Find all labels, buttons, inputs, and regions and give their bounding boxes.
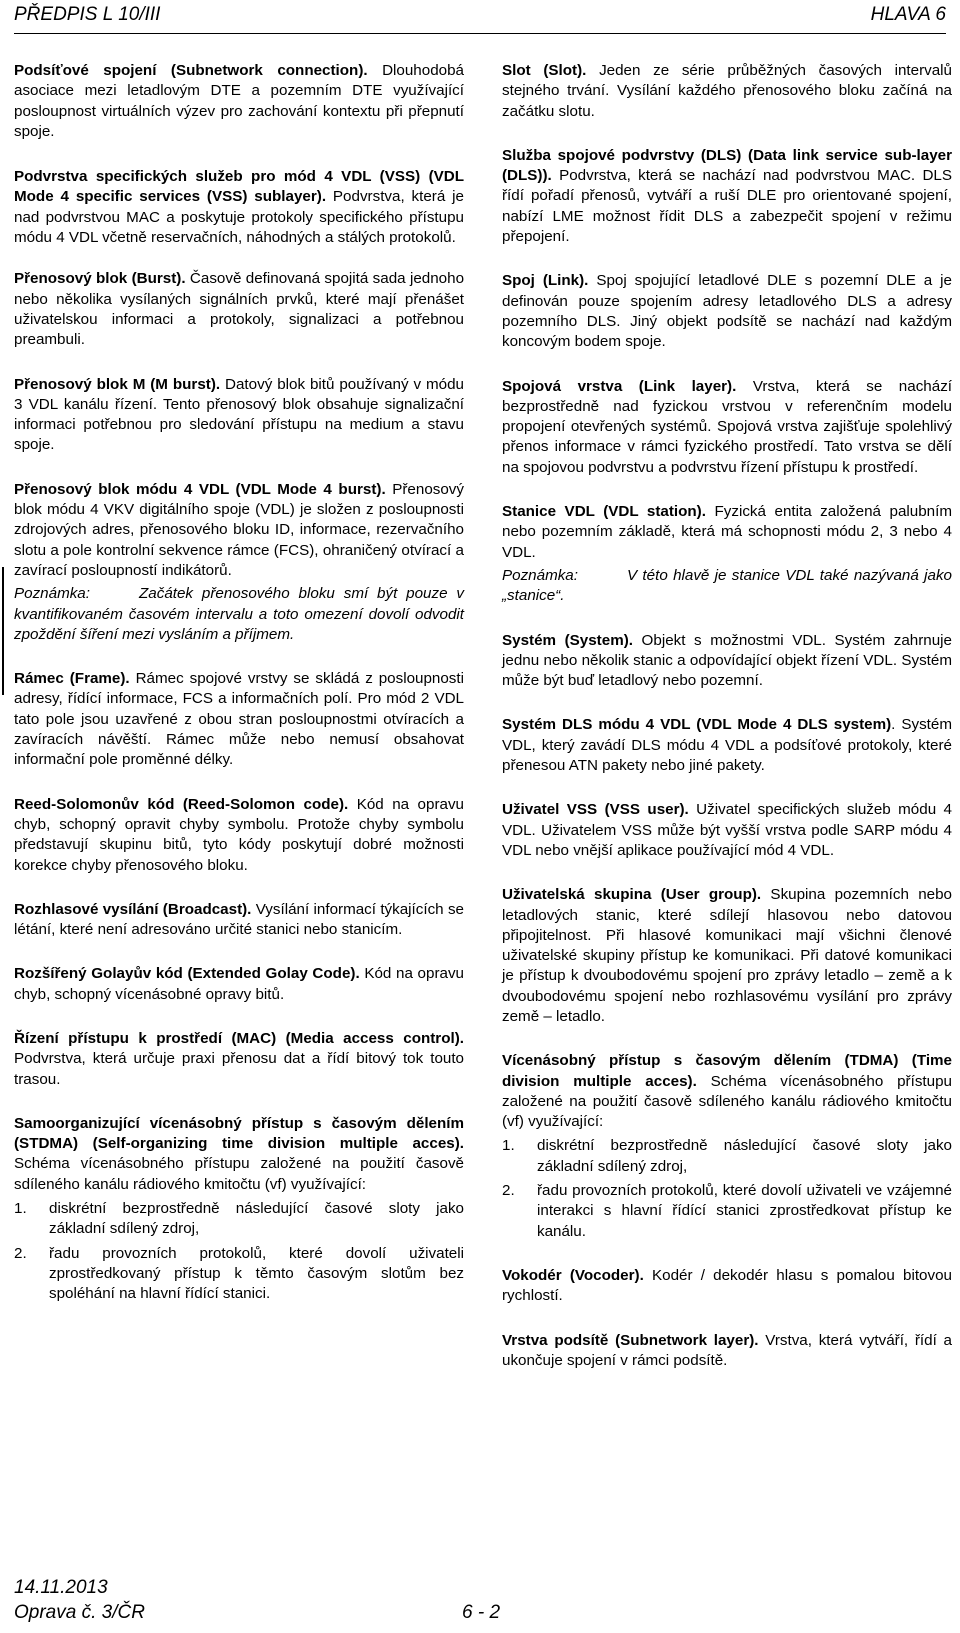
definition-term: Přenosový blok módu 4 VDL (VDL Mode 4 burst). [14, 480, 386, 498]
definition-term: Rozšířený Golayův kód (Extended Golay Code). [14, 965, 360, 983]
definition-term: Spojová vrstva (Link layer). [502, 377, 737, 395]
definition-term: Vokodér (Vocoder). [502, 1266, 644, 1284]
definition-term: Slot (Slot). [502, 62, 587, 79]
list-item-number: 2. [502, 1182, 515, 1200]
list-item [14, 1244, 464, 1305]
list-item [14, 1199, 464, 1240]
definition-text: Kodér / dekodér hlasu s pomalou bitovou rychlostí. [502, 1266, 952, 1305]
definition-text: Vrstva, která se nachází bezprostředně nad fyzickou vrstvou v referenčním modelu propojení otevřených systémů. Spojová vrstva zajišťuje spolehlivý přenos informace v rámci fyzického prostředí. Tato vrstva se dělí na spojovou podvrstvu a podvrstvu řízení přístupu k prostředí. [502, 377, 953, 476]
definition-text: Datový blok bitů používaný v módu 3 VDL kanálu řízení. Tento přenosový blok obsahuje signalizační informaci potřebnou pro sledování přístupu na medium a stavu spoje. [14, 375, 464, 454]
definition-text: Kód na opravu chyb, schopný opravit chyby symbolu. Protože chyby symbolu představují skupinu bitů, tyto kódy poskytují dobré možnosti korekce chyby přenosového bloku. [14, 795, 464, 874]
definition-term: Rámec (Frame). [14, 670, 130, 688]
list-item-text: diskrétní bezprostředně následující časové sloty jako základní sdílený zdroj, [49, 1200, 464, 1238]
definition-entry [14, 61, 464, 142]
definition-text: Schéma vícenásobného přístupu založené na použití časově sdíleného kanálu rádiového kmitočtu (vf) využívající: [502, 1072, 952, 1131]
definition-entry [14, 375, 464, 456]
definition-text: Skupina pozemních nebo letadlových stanic, které sdílejí hlasovou nebo datovou připojitelnost. Při hlasové komunikaci mají všichni členové uživatelské skupiny přístup ke komunikaci. Při datové komunikaci je přístup k dvoubodovému spojení pro zprávy letadlo – země a k dvoubodovému spojení nebo rozhlasovému vysílání pro zprávy země – letadlo. [502, 886, 952, 1025]
definition-text: Objekt s možnostmi VDL. Systém zahrnuje jednu nebo několik stanic a odpovídající objekt řízení VDL. Systém může být buď letadlový nebo pozemní. [502, 631, 952, 690]
definition-text: Podvrstva, která se nachází nad podvrstvou MAC. DLS řídí pořadí přenosů, vytváří a ruší DLE pro orientované spojení, nabízí LME možnost řídit DLS a zabezpečit spojení v režimu přepojení. [502, 167, 952, 246]
definition-term: Uživatelská skupina (User group). [502, 886, 762, 904]
definition-term: Systém DLS módu 4 VDL (VDL Mode 4 DLS system) [502, 716, 892, 734]
definition-entry [502, 1266, 952, 1307]
list-item-text: diskrétní bezprostředně následující časové sloty jako základní sdílený zdroj, [537, 1137, 952, 1175]
definition-entry [502, 715, 952, 776]
definition-term: Reed-Solomonův kód (Reed-Solomon code). [14, 795, 349, 813]
definition-text: . Systém VDL, který zavádí DLS módu 4 VDL a podsíťové protokoly, které přenesou ATN pakety nebo jiné pakety. [502, 716, 952, 775]
definition-entry [502, 271, 952, 352]
definition-entry [14, 795, 464, 876]
note [14, 584, 464, 645]
definition-entry [502, 377, 952, 478]
definition-text: Kód na opravu chyb, schopný vícenásobné opravy bitů. [14, 965, 464, 1003]
definition-term: Podvrstva specifických služeb pro mód 4 VDL (VSS) (VDL Mode 4 specific services (VSS) sublayer). [14, 168, 464, 206]
definition-entry [502, 800, 952, 861]
definition-entry [502, 631, 952, 692]
definition-term: Vrstva podsítě (Subnetwork layer). [502, 1331, 759, 1349]
note-text: V této hlavě je stanice VDL také nazývaná jako „stanice“. [502, 566, 952, 605]
list-item-text: řadu provozních protokolů, které dovolí uživateli zprostředkovaný přístup k těmto časovým slotům bez spoléhání na hlavní řídící stanici. [49, 1244, 464, 1303]
left-column [14, 61, 464, 1305]
definition-entry [14, 669, 464, 770]
change-bar [2, 567, 4, 695]
note-text: Začátek přenosového bloku smí být pouze v kvantifikovaném časovém intervalu a toto omezení dovolí odvodit zpoždění šíření mezi vysláním a příjmem. [14, 585, 464, 643]
definition-entry [14, 269, 464, 350]
definition-text: Rámec spojové vrstvy se skládá z posloupnosti adresy, řídící informace, FCS a informačních polí. Pro mód 2 VDL tato pole jsou uzavřené z obou stran posloupnostmi otvíracích a zavíracích návěští. Rámec může nebo nemusí obsahovat informační pole proměnné délky. [14, 670, 464, 769]
definition-entry [14, 900, 464, 941]
header-rule [14, 33, 946, 34]
definition-entry [14, 167, 464, 248]
definition-text: Dlouhodobá asociace mezi letadlovým DTE a pozemním DTE využívající posloupnost virtuálních výzev pro zachování kontextu při přepnutí spoje. [14, 62, 464, 140]
definition-entry [502, 885, 952, 1027]
definition-text: Podvrstva, která určuje praxi přenosu dat a řídí bitový tok touto trasou. [14, 1050, 464, 1088]
definition-term: Samoorganizující vícenásobný přístup s časovým dělením (STDMA) (Self-organizing time division multiple acces). [14, 1114, 464, 1153]
list-item-number: 2. [14, 1244, 27, 1262]
definition-term: Přenosový blok M (M burst). [14, 375, 221, 393]
definition-term: Přenosový blok (Burst). [14, 270, 186, 288]
definition-text: Jeden ze série průběžných časových intervalů stejného trvání. Vysílání každého přenosového bloku začíná na začátku slotu. [502, 62, 952, 120]
note-label: Poznámka: [14, 585, 90, 603]
definition-text: Časově definovaná spojitá sada jednoho nebo několika vysílaných signálních prvků, které mají přenášet uživatelskou informaci a protokoly, signalizaci a potřebnou preambuli. [14, 270, 465, 349]
definition-term: Rozhlasové vysílání (Broadcast). [14, 900, 252, 918]
definition-entry [502, 1051, 952, 1132]
definition-term: Systém (System). [502, 631, 633, 649]
definition-text: Schéma vícenásobného přístupu založené na použití časově sdíleného kanálu rádiového kmitočtu (vf) využívající: [14, 1155, 464, 1193]
definition-text: Podvrstva, která je nad podvrstvou MAC a poskytuje protokoly specifického přístupu módu 4 VDL včetně reservačních, náhodných a stálých protokolů. [14, 188, 464, 247]
list-item [502, 1136, 952, 1177]
definition-entry [14, 480, 464, 581]
definition-text: Fyzická entita založená palubním nebo pozemním základě, která má schopnosti módu 2, 3 nebo 4 VDL. [502, 503, 952, 561]
definition-text: Vysílání informací týkajících se létání, které není adresováno určité stanici nebo stanicím. [14, 900, 464, 939]
numbered-list [14, 1199, 464, 1304]
note [502, 566, 952, 607]
definition-term: Služba spojové podvrstvy (DLS) (Data link service sub-layer (DLS)). [502, 146, 952, 185]
header-regulation: PŘEDPIS L 10/III [14, 4, 161, 25]
definition-text: Přenosový blok módu 4 VKV digitálního spoje (VDL) je složen z posloupnosti zdrojových adres, přenosového bloku ID, informace, rezervačního slotu a pole kontrolní sekvence rámce (FCS), ohraničený otvírací a zavírací posloupností indikátorů. [14, 480, 464, 579]
right-column [502, 61, 952, 1371]
page-number: 6 - 2 [462, 1602, 501, 1623]
header-chapter: HLAVA 6 [870, 4, 946, 25]
definition-term: Řízení přístupu k prostředí (MAC) (Media access control). [14, 1029, 464, 1047]
definition-term: Podsíťové spojení (Subnetwork connection). [14, 62, 368, 79]
definition-entry [502, 1331, 952, 1372]
definition-entry [14, 964, 464, 1005]
definition-term: Vícenásobný přístup s časovým dělením (TDMA) (Time division multiple acces). [502, 1052, 952, 1090]
numbered-list [502, 1136, 952, 1241]
list-item [502, 1181, 952, 1242]
definition-text: Vrstva, která vytváří, řídí a ukončuje spojení v rámci podsítě. [502, 1331, 952, 1369]
definition-entry [502, 146, 952, 247]
footer-amendment: Oprava č. 3/ČR [14, 1602, 145, 1623]
definition-term: Stanice VDL (VDL station). [502, 503, 706, 521]
note-label: Poznámka: [502, 566, 578, 584]
definition-text: Spoj spojující letadlové DLE s pozemní DLE a je definován pouze spojením adresy letadlového DLS a adresy pozemního DLS. Jiný objekt podsítě se nachází nad každým koncovým bodem spoje. [502, 272, 952, 351]
list-item-number: 1. [14, 1200, 27, 1218]
footer-date: 14.11.2013 [14, 1577, 108, 1598]
definition-term: Uživatel VSS (VSS user). [502, 801, 689, 819]
definition-entry [502, 61, 952, 122]
definition-entry [14, 1029, 464, 1090]
definition-entry [502, 502, 952, 563]
list-item-text: řadu provozních protokolů, které dovolí uživateli ve vzájemné interakci s hlavní řídící stanici zprostředkovat přístup ke kanálu. [537, 1182, 952, 1240]
definition-entry [14, 1114, 464, 1195]
list-item-number: 1. [502, 1137, 515, 1155]
definition-text: Uživatel specifických služeb módu 4 VDL. Uživatelem VSS může být vyšší vrstva podle SARP módu 4 VDL nebo vnější aplikace používající mód 4 VDL. [502, 801, 952, 859]
definition-term: Spoj (Link). [502, 272, 589, 290]
